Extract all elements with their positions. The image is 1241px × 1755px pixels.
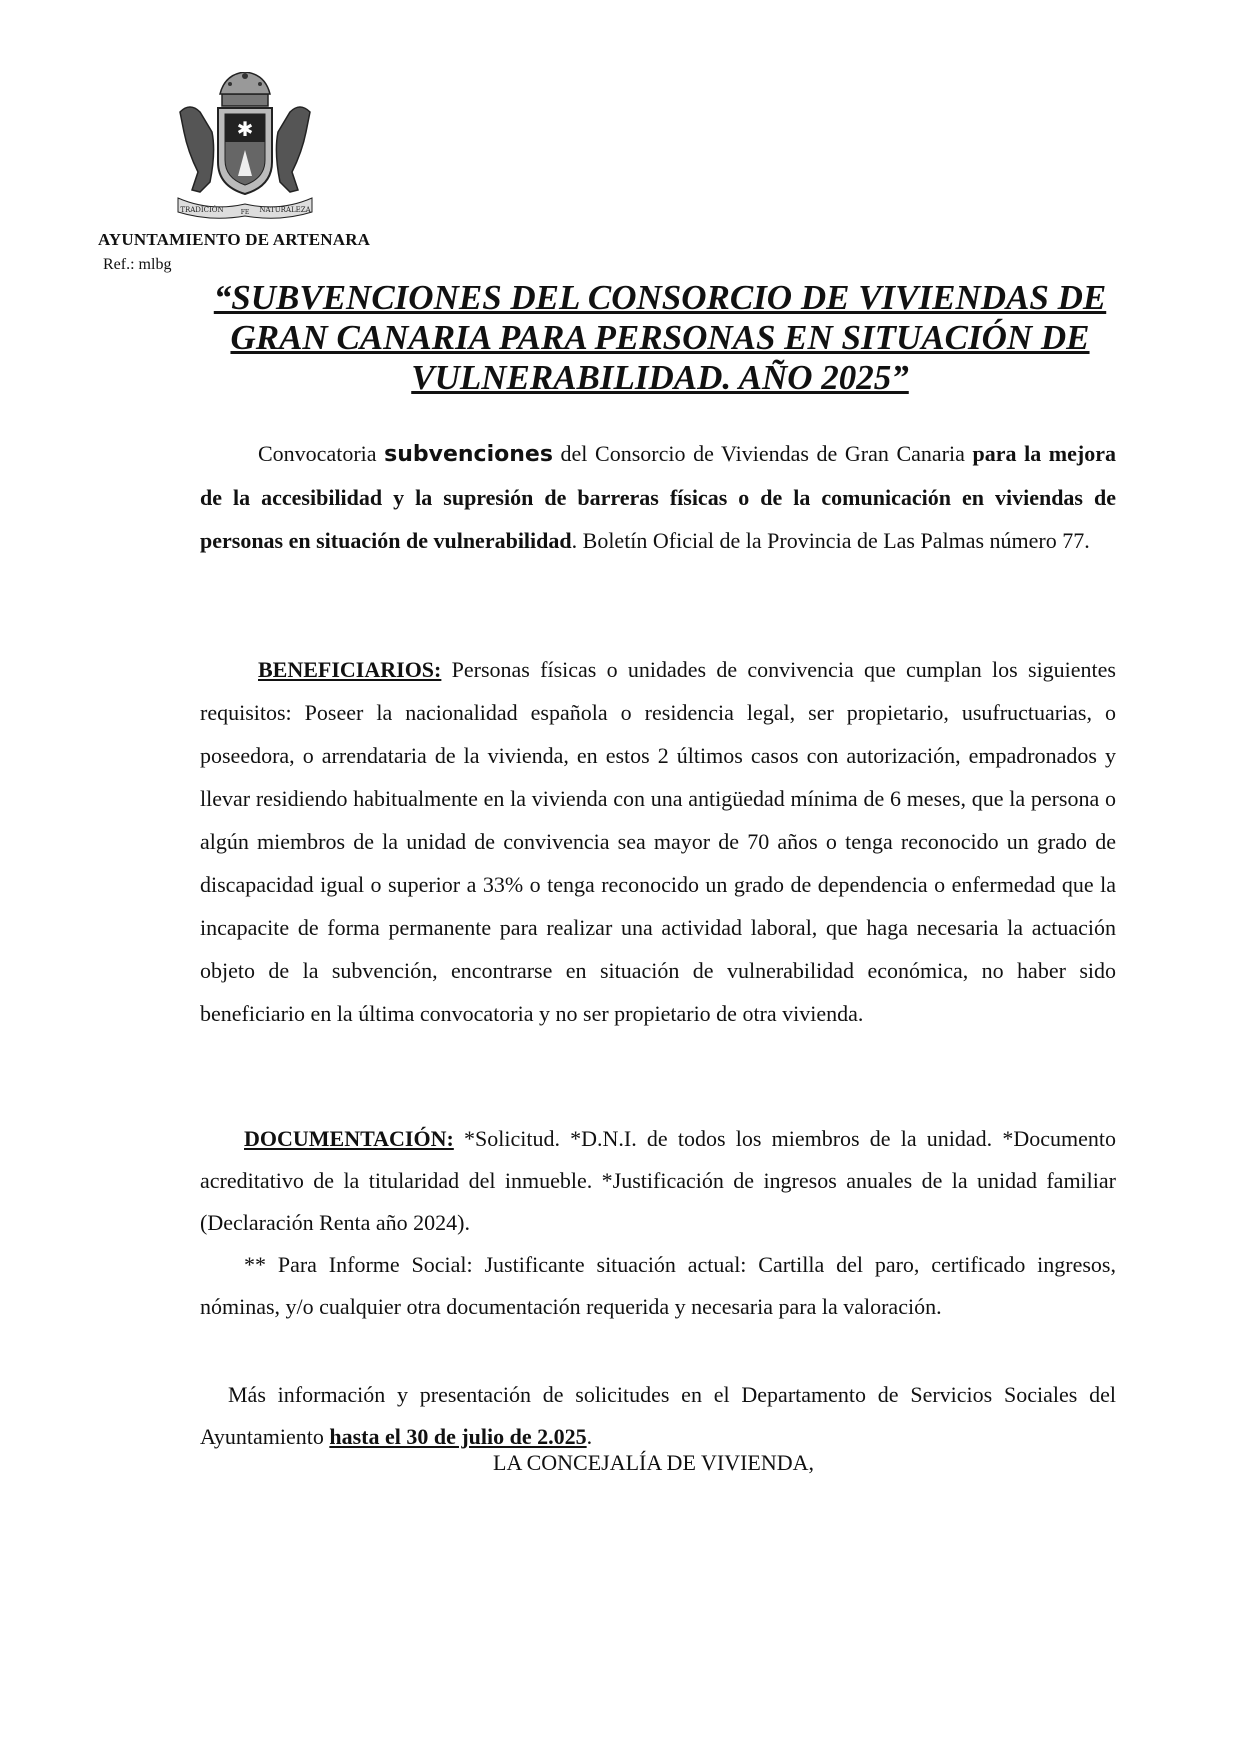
- beneficiarios-paragraph: BENEFICIARIOS: Personas físicas o unidades de convivencia que cumplan los siguientes requisitos: Poseer la nacionalidad española o residencia legal, ser propietario, usufructuarias, o poseedora, o arrendataria de la vivienda, en estos 2 últimos casos con autorización, empadronados y llevar residiendo habitualmente en la vivienda con una antigüedad mínima de 6 meses, que la persona o algún miembros de la unidad de convivencia sea mayor de 70 años o tenga reconocido un grado de discapacidad igual o superior a 33% o tenga reconocido un grado de dependencia o enfermedad que la incapacite de forma permanente para realizar una actividad laboral, que haga necesaria la actuación objeto de la subvención, encontrarse en situación de vulnerabilidad económica, no haber sido beneficiario en la última convocatoria y no ser propietario de otra vivienda.: [200, 657, 1116, 1026]
- intro-paragraph: Convocatoria subvenciones del Consorcio de Viviendas de Gran Canaria para la mejora de la accesibilidad y la supresión de barreras físicas o de la comunicación en viviendas de personas en situación de vulnerabilidad. Boletín Oficial de la Provincia de Las Palmas número 77.: [200, 441, 1116, 553]
- coat-of-arms-icon: [170, 72, 320, 222]
- deadline: hasta el 30 de julio de 2.025: [329, 1424, 587, 1449]
- crest-motto-right: NATURALEZA: [259, 206, 311, 214]
- crest-motto-left: TRADICIÓN: [180, 206, 224, 214]
- documentacion-label: DOCUMENTACIÓN:: [244, 1126, 454, 1151]
- organization-name: AYUNTAMIENTO DE ARTENARA: [98, 230, 371, 249]
- more-info-paragraph: Más información y presentación de solicitudes en el Departamento de Servicios Sociales del Ayuntamiento hasta el 30 de julio de 2.025.: [200, 1382, 1116, 1449]
- informe-social-paragraph: ** Para Informe Social: Justificante situación actual: Cartilla del paro, certificado ingresos, nóminas, y/o cualquier otra documentación requerida y necesaria para la valoración.: [200, 1252, 1116, 1319]
- page-title: “SUBVENCIONES DEL CONSORCIO DE VIVIENDAS DE GRAN CANARIA PARA PERSONAS EN SITUACIÓN DE VULNERABILIDAD. AÑO 2025”: [213, 278, 1107, 397]
- crest-motto-mid: FE: [240, 209, 250, 216]
- reference: Ref.: mlbg: [103, 256, 172, 273]
- closing-signature: LA CONCEJALÍA DE VIVIENDA,: [493, 1450, 815, 1475]
- beneficiarios-label: BENEFICIARIOS:: [258, 657, 442, 682]
- documentacion-paragraph: DOCUMENTACIÓN: *Solicitud. *D.N.I. de todos los miembros de la unidad. *Documento acreditativo de la titularidad del inmueble. *Justificación de ingresos anuales de la unidad familiar (Declaración Renta año 2024).: [200, 1126, 1116, 1235]
- svg-text:✱: ✱: [236, 117, 254, 141]
